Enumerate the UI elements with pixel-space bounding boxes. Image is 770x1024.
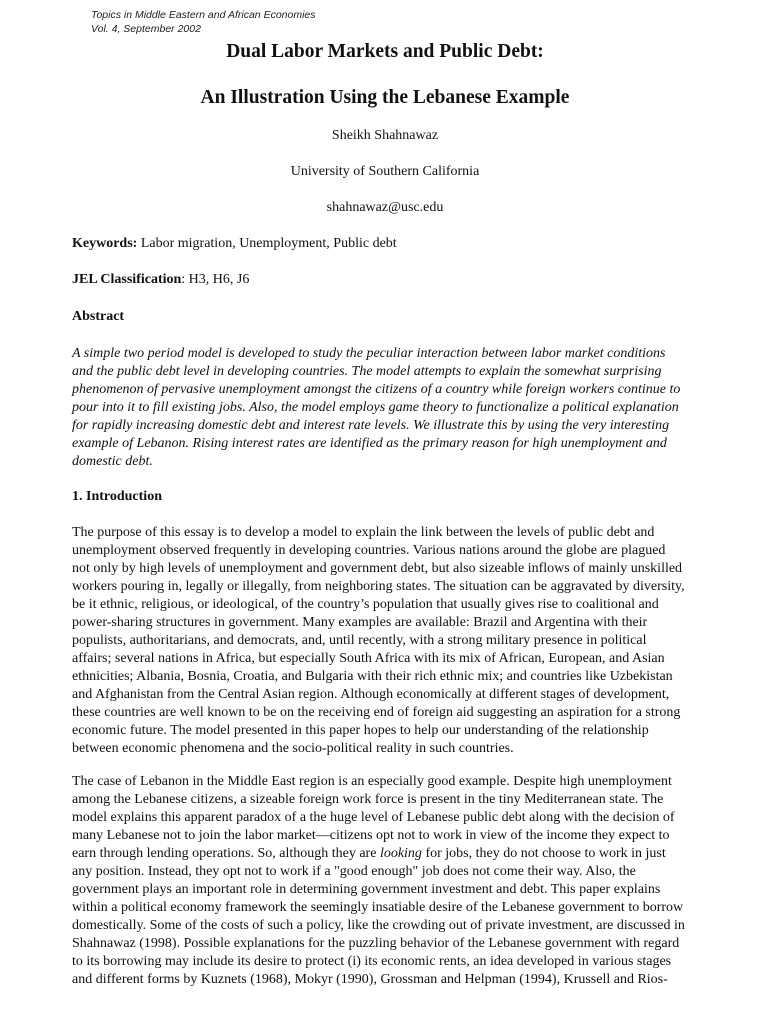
jel-line — [72, 271, 249, 289]
text-line: ethnicities; Albania, Bosnia, Croatia, and Bulgaria with their rich ethnic mix; and countries like Uzbekistan — [72, 669, 673, 684]
text-line: many Lebanese not to join the labor market—citizens opt not to work in view of the income they expect to — [72, 828, 670, 843]
abstract-text — [72, 345, 712, 471]
text-line: not only by high levels of unemployment and government debt, but also sizeable inflows of mainly unskilled — [72, 561, 683, 576]
jel-label: JEL Classification — [72, 272, 182, 287]
journal-volume: Vol. 4, September 2002 — [91, 22, 201, 35]
introduction-paragraph-1 — [72, 524, 737, 758]
text-line: within a political economy framework the seemingly insatiable desire of the Lebanese government to borrow — [72, 900, 684, 915]
journal-name: Topics in Middle Eastern and African Economies — [91, 9, 316, 21]
journal-header — [91, 9, 316, 36]
text-line: and Afghanistan from the Central Asian region. Although economically at different stages of development, — [72, 687, 670, 702]
keywords-line — [72, 235, 397, 253]
text-line: economic future. The model presented in this paper hopes to help our understanding of the relationship — [72, 723, 649, 738]
text-segment: earn through lending operations. So, although they are — [72, 846, 380, 861]
text-line: workers pouring in, legally or illegally, from neighboring states. The situation can be aggravated by diversity, — [72, 579, 685, 594]
text-line: The case of Lebanon in the Middle East region is an especially good example. Despite high unemployment — [72, 774, 672, 789]
text-line: be it ethnic, religious, or ideological, of the country’s population that usually gives rise to coalitional and — [72, 597, 659, 612]
text-line: these countries are well known to be on the receiving end of foreign aid suggesting an aspiration for a strong — [72, 705, 681, 720]
text-line: affairs; several nations in Africa, but especially South Africa with its mix of African, European, and Asian — [72, 651, 665, 666]
emphasis-looking: looking — [379, 846, 422, 861]
keywords-label: Keywords: — [72, 236, 138, 251]
text-line: to its borrowing may include its desire to protect (i) its economic rents, an idea developed in various stages — [72, 954, 672, 969]
keywords-value: Labor migration, Unemployment, Public debt — [137, 236, 397, 251]
text-line: populists, authoritarians, and democrats, and, until recently, with a strong military presence in political — [72, 633, 647, 648]
author-name: Sheikh Shahnawaz — [331, 128, 439, 143]
paper-title-line-1: Dual Labor Markets and Public Debt: — [226, 41, 544, 62]
abstract-line: pour into it to fill existing jobs. Also, the model employs game theory to functionalize a political explanation — [72, 400, 679, 415]
text-line: The purpose of this essay is to develop a model to explain the link between the levels of public debt and — [72, 525, 655, 540]
abstract-line: and the public debt level in developing countries. The model attempts to explain the somewhat surprising — [72, 364, 662, 379]
abstract-line: phenomenon of pervasive unemployment amongst the citizens of a country while foreign workers continue to — [72, 382, 681, 397]
text-line — [72, 845, 737, 863]
text-line: domestically. Some of the costs of such a policy, like the crowding out of private investment, are discussed in — [72, 918, 685, 933]
text-line: any position. Instead, they opt not to work if a "good enough" job does not come their way. Also, the — [72, 864, 636, 879]
paper-title-line-2: An Illustration Using the Lebanese Example — [200, 87, 570, 108]
abstract-line: for rapidly increasing domestic debt and interest rate levels. We illustrate this by using the very interesting — [72, 418, 670, 433]
text-line: power-sharing structures in government. Many examples are available: Brazil and Argentina with their — [72, 615, 648, 630]
text-line: among the Lebanese citizens, a sizeable foreign work force is present in the tiny Mediterranean state. The — [72, 792, 664, 807]
author-email[interactable]: shahnawaz@usc.edu — [326, 200, 444, 215]
text-line: Shahnawaz (1998). Possible explanations for the puzzling behavior of the Lebanese government with regard — [72, 936, 680, 951]
abstract-heading: Abstract — [72, 309, 125, 324]
author-affiliation: University of Southern California — [290, 164, 480, 179]
abstract-line: A simple two period model is developed to study the peculiar interaction between labor market conditions — [72, 346, 666, 361]
text-line: model explains this apparent paradox of a the huge level of Lebanese public debt along with the decision of — [72, 810, 675, 825]
text-line: government plays an important role in determining government investment and debt. This paper explains — [72, 882, 661, 897]
text-segment: for jobs, they do not choose to work in just — [421, 846, 666, 861]
section-heading-introduction: 1. Introduction — [72, 489, 162, 504]
jel-value: : H3, H6, J6 — [181, 272, 250, 287]
text-line: unemployment observed frequently in developing countries. Various nations around the globe are plagued — [72, 543, 666, 558]
abstract-line: example of Lebanon. Rising interest rates are identified as the primary reason for high unemployment and — [72, 436, 667, 451]
text-line: and different forms by Kuznets (1968), Mokyr (1990), Grossman and Helpman (1994), Krussell and Rios- — [72, 972, 668, 987]
text-line: between economic phenomena and the socio-political reality in such countries. — [72, 741, 514, 756]
abstract-line: domestic debt. — [72, 454, 153, 469]
introduction-paragraph-2 — [72, 773, 737, 989]
